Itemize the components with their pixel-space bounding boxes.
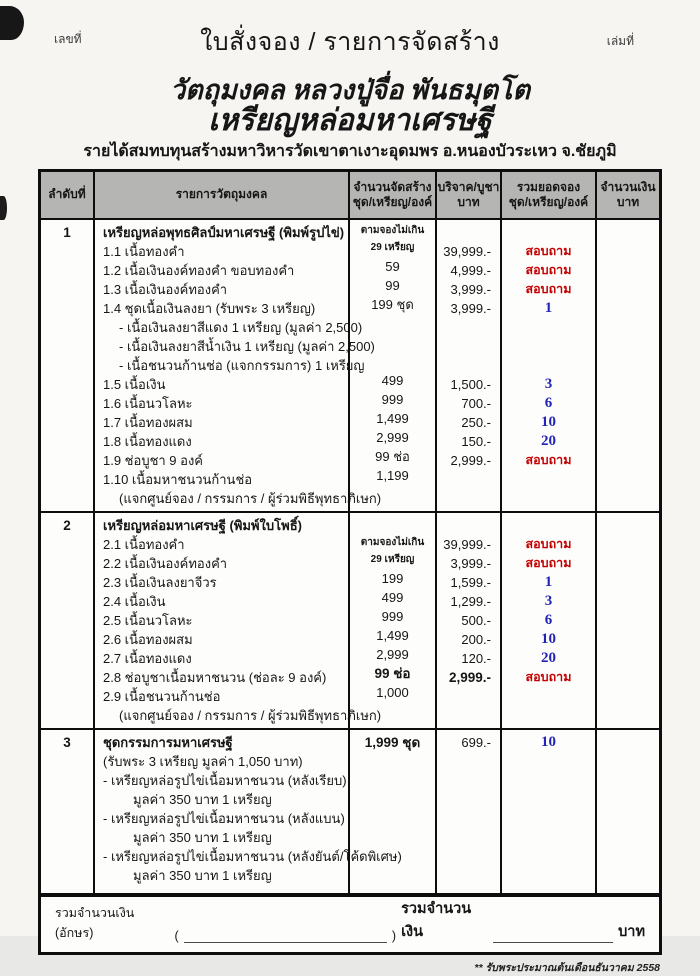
qty-value: 199 ชุด (371, 296, 414, 312)
reserved-value: 10 (541, 630, 556, 647)
item-line: ชุดกรรมการมหาเศรษฐี (103, 734, 233, 750)
price-value (437, 752, 500, 771)
qty-value: 99 (385, 277, 400, 293)
qty-value (350, 790, 435, 809)
price-value (437, 318, 500, 337)
paren-close: ) (391, 928, 397, 943)
spacer (41, 489, 93, 508)
item-line: มูลค่า 350 บาท 1 เหรียญ (133, 829, 272, 845)
qty-value (350, 847, 435, 866)
item-line: (รับพระ 3 เหรียญ มูลค่า 1,050 บาท) (103, 753, 303, 769)
item-line: 2.7 เนื้อทองแดง (103, 650, 192, 666)
spacer (41, 535, 93, 554)
total-amount-label: รวมจำนวนเงิน (401, 900, 472, 940)
qty-value (350, 828, 435, 847)
reserved-value: สอบถาม (525, 452, 572, 467)
item-line: 1.5 เนื้อเงิน (103, 376, 166, 392)
reserved-value (502, 866, 595, 885)
spacer (41, 242, 93, 261)
reserved-value: สอบถาม (525, 669, 572, 684)
price-value (437, 356, 500, 375)
spacer (41, 375, 93, 394)
price-value (437, 223, 500, 242)
section-col-5 (595, 730, 659, 893)
section-col-4 (500, 220, 595, 511)
reserved-value: 10 (541, 733, 556, 750)
book-number-label: เล่มที่ (606, 34, 634, 48)
reserved-value: 6 (544, 611, 553, 628)
spacer (41, 554, 93, 573)
qty-value (350, 516, 435, 535)
column-header-line: รวมยอดจอง (516, 179, 581, 194)
item-line: เหรียญหล่อพุทธศิลป์มหาเศรษฐี (พิมพ์รูปไข่) (103, 224, 345, 240)
column-header-4 (500, 172, 595, 218)
column-header-line: บาท (616, 194, 640, 209)
reserved-value (502, 470, 595, 489)
price-value: 700.- (461, 395, 491, 411)
qty-value: 99 ช่อ (375, 448, 410, 464)
section-col-3 (435, 513, 500, 728)
qty-value: 2,999 (376, 646, 409, 662)
column-header-0 (41, 172, 93, 218)
section-col-0 (41, 220, 93, 511)
qty-value: ตามจองไม่เกิน (360, 536, 425, 548)
reserved-value: สอบถาม (525, 243, 572, 258)
item-line: 2.5 เนื้อนวโลหะ (103, 612, 193, 628)
price-value: 1,500.- (450, 376, 491, 392)
page-title: ใบสั่งจอง / รายการจัดสร้าง (200, 28, 500, 56)
section-col-1 (93, 513, 382, 728)
section-number: 3 (63, 734, 71, 750)
section-col-3 (435, 220, 500, 511)
item-line: มูลค่า 350 บาท 1 เหรียญ (133, 791, 272, 807)
subtitle-coin-name: เหรียญหล่อมหาเศรษฐี (208, 103, 492, 137)
price-value (437, 771, 500, 790)
column-header-line: ชุด/เหรียญ/องค์ (352, 194, 433, 209)
reserved-value: 3 (544, 592, 553, 609)
item-line: 1.3 เนื้อเงินองค์ทองคำ (103, 281, 228, 297)
price-value: 1,599.- (450, 574, 491, 590)
total-words-label: รวมจำนวนเงิน (อักษร) (55, 905, 135, 940)
total-amount-blank[interactable] (493, 928, 613, 943)
section-col-4 (500, 513, 595, 728)
item-line: - เหรียญหล่อรูปไข่เนื้อมหาชนวน (หลังเรียบ) (103, 772, 347, 788)
scan-artifact (0, 196, 7, 220)
qty-value: 1,499 (376, 627, 409, 643)
spacer (41, 280, 93, 299)
price-value: 150.- (461, 433, 491, 449)
baht-label: บาท (618, 923, 645, 940)
section-col-0 (41, 730, 93, 893)
reserved-value (502, 489, 595, 508)
reserved-value (502, 847, 595, 866)
price-value (437, 847, 500, 866)
delivery-footnote: ** รับพระประมาณต้นเดือนธันวาคม 2558 (474, 961, 660, 974)
spacer (41, 318, 93, 337)
qty-value (350, 352, 435, 371)
item-line: (แจกศูนย์จอง / กรรมการ / ผู้ร่วมพิธีพุทธาภิเษก) (119, 490, 382, 506)
price-value: 699.- (461, 734, 491, 750)
spacer (41, 809, 93, 828)
item-line: 1.7 เนื้อทองผสม (103, 414, 193, 430)
qty-value: 1,199 (376, 467, 409, 483)
doc-number-label: เลขที่ (54, 32, 82, 46)
table-section-row (41, 730, 659, 895)
price-value (437, 866, 500, 885)
qty-value: 999 (381, 391, 404, 407)
qty-value: 29 เหรียญ (370, 553, 415, 565)
qty-value: 59 (385, 258, 400, 274)
form-header (0, 0, 700, 76)
qty-value: 99 ช่อ (374, 665, 411, 681)
section-col-5 (595, 513, 659, 728)
qty-value: 1,499 (376, 410, 409, 426)
spacer (41, 592, 93, 611)
column-header-line: ลำดับที่ (48, 187, 86, 202)
paren-open: ( (174, 928, 179, 943)
qty-value: 499 (381, 372, 404, 388)
price-value (437, 828, 500, 847)
item-line: 1.10 เนื้อมหาชนวนก้านช่อ (103, 471, 253, 487)
order-table (38, 169, 662, 955)
price-value: 250.- (461, 414, 491, 430)
spacer (41, 668, 93, 687)
section-col-3 (435, 730, 500, 893)
item-line: 1.8 เนื้อทองแดง (103, 433, 192, 449)
price-value (437, 790, 500, 809)
price-value: 4,999.- (450, 262, 491, 278)
item-line: - เหรียญหล่อรูปไข่เนื้อมหาชนวน (หลังยันต์/โค้ดพิเศษ) (103, 848, 402, 864)
item-line: 2.3 เนื้อเงินลงยาจีวร (103, 574, 217, 590)
price-value (437, 516, 500, 535)
price-value: 2,999.- (450, 452, 491, 468)
item-line: 1.4 ชุดเนื้อเงินลงยา (รับพระ 3 เหรียญ) (103, 300, 316, 316)
item-line: มูลค่า 350 บาท 1 เหรียญ (133, 867, 272, 883)
column-header-2 (348, 172, 435, 218)
spacer (41, 847, 93, 866)
price-value: 1,299.- (450, 593, 491, 609)
reserved-value (502, 752, 595, 771)
spacer (41, 299, 93, 318)
spacer (41, 451, 93, 470)
item-line: 2.8 ช่อบูชาเนื้อมหาชนวน (ช่อละ 9 องค์) (103, 669, 327, 685)
qty-value: 499 (381, 589, 404, 605)
price-value: 500.- (461, 612, 491, 628)
column-header-line: จำนวนเงิน (600, 179, 656, 194)
item-line: - เนื้อเงินลงยาสีแดง 1 เหรียญ (มูลค่า 2,500) (119, 319, 363, 335)
section-col-5 (595, 220, 659, 511)
price-value: 39,999.- (443, 536, 491, 552)
qty-value (350, 314, 435, 333)
price-value (437, 687, 500, 706)
column-header-1 (93, 172, 348, 218)
price-value: 3,999.- (450, 300, 491, 316)
column-header-line: ชุด/เหรียญ/องค์ (508, 194, 589, 209)
qty-value (350, 333, 435, 352)
item-line: - เหรียญหล่อรูปไข่เนื้อมหาชนวน (หลังแบน) (103, 810, 345, 826)
item-line: - เนื้อชนวนก้านช่อ (แจกกรรมการ) 1 เหรียญ (119, 357, 365, 373)
reserved-value (502, 771, 595, 790)
spacer (41, 611, 93, 630)
qty-value (350, 866, 435, 885)
reserved-value (502, 356, 595, 375)
reserved-value: สอบถาม (525, 555, 572, 570)
price-value: 200.- (461, 631, 491, 647)
spacer (41, 413, 93, 432)
section-col-2 (348, 513, 435, 728)
reserved-value (502, 687, 595, 706)
spacer (41, 394, 93, 413)
subtitle-monk-name: วัตถุมงคล หลวงปู่จื่อ พันธมุตโต (169, 75, 531, 105)
spacer (41, 432, 93, 451)
reserved-value: สอบถาม (525, 281, 572, 296)
qty-value: 29 เหรียญ (370, 241, 415, 253)
column-header-line: บริจาค/บูชา (437, 179, 500, 194)
qty-value (350, 771, 435, 790)
reserved-value (502, 318, 595, 337)
spacer (41, 771, 93, 790)
reserved-value: 1 (544, 299, 553, 316)
item-line: 2.4 เนื้อเงิน (103, 593, 166, 609)
reserved-value: 10 (541, 413, 556, 430)
price-value (437, 470, 500, 489)
price-value (437, 489, 500, 508)
column-header-line: จำนวนจัดสร้าง (353, 179, 432, 194)
section-col-0 (41, 513, 93, 728)
reserved-value (502, 809, 595, 828)
qty-value: 1,999 ชุด (364, 734, 421, 750)
price-value: 3,999.- (450, 281, 491, 297)
reserved-value: 6 (544, 394, 553, 411)
spacer (41, 470, 93, 489)
reserved-value: สอบถาม (525, 262, 572, 277)
item-line: 1.9 ช่อบูชา 9 องค์ (103, 452, 203, 468)
item-line: 2.6 เนื้อทองผสม (103, 631, 193, 647)
spacer (41, 337, 93, 356)
price-value: 3,999.- (450, 555, 491, 571)
qty-value: 999 (381, 608, 404, 624)
reserved-value: สอบถาม (525, 536, 572, 551)
subtitle-purpose: รายได้สมทบทุนสร้างมหาวิหารวัดเขาตาเงาะอุดมพร อ.หนองบัวระเหว จ.ชัยภูมิ (83, 142, 617, 160)
spacer (41, 828, 93, 847)
item-line: 2.9 เนื้อชนวนก้านช่อ (103, 688, 221, 704)
section-col-4 (500, 730, 595, 893)
reserved-value (502, 516, 595, 535)
item-line: 2.1 เนื้อทองคำ (103, 536, 185, 552)
qty-value (350, 485, 435, 504)
price-value (437, 337, 500, 356)
spacer (41, 630, 93, 649)
table-header-row (41, 172, 659, 220)
item-line: (แจกศูนย์จอง / กรรมการ / ผู้ร่วมพิธีพุทธาภิเษก) (119, 707, 382, 723)
spacer (41, 790, 93, 809)
column-header-line: บาท (457, 194, 480, 209)
reserved-value (502, 828, 595, 847)
table-section-row (41, 220, 659, 513)
total-words-blank[interactable] (184, 928, 387, 943)
reserved-value: 1 (544, 573, 553, 590)
spacer (41, 649, 93, 668)
reserved-value: 20 (541, 649, 556, 666)
reserved-value: 20 (541, 432, 556, 449)
qty-value: 199 (381, 570, 404, 586)
column-header-line: รายการวัตถุมงคล (175, 187, 268, 202)
spacer (41, 866, 93, 885)
item-line: - เนื้อเงินลงยาสีน้ำเงิน 1 เหรียญ (มูลค่า 2,500) (119, 338, 375, 354)
reserved-value (502, 706, 595, 725)
item-line: 1.6 เนื้อนวโลหะ (103, 395, 193, 411)
section-number: 2 (63, 517, 71, 533)
column-header-3 (435, 172, 500, 218)
item-line: 2.2 เนื้อเงินองค์ทองคำ (103, 555, 228, 571)
qty-value: ตามจองไม่เกิน (360, 224, 425, 236)
price-value (437, 706, 500, 725)
table-section-row (41, 513, 659, 730)
section-col-2 (348, 220, 435, 511)
reserved-value (502, 223, 595, 242)
total-row (41, 895, 659, 952)
reserved-value: 3 (544, 375, 553, 392)
qty-value: 2,999 (376, 429, 409, 445)
spacer (41, 752, 93, 771)
qty-value: 1,000 (376, 684, 409, 700)
price-value: 39,999.- (443, 243, 491, 259)
price-value (437, 809, 500, 828)
spacer (41, 261, 93, 280)
column-header-5 (595, 172, 659, 218)
reserved-value (502, 790, 595, 809)
section-col-1 (93, 220, 382, 511)
item-line: 1.2 เนื้อเงินองค์ทองคำ ขอบทองคำ (103, 262, 295, 278)
spacer (41, 356, 93, 375)
qty-value (350, 752, 435, 771)
price-value: 120.- (461, 650, 491, 666)
price-value: 2,999.- (448, 669, 491, 685)
spacer (41, 573, 93, 592)
spacer (41, 706, 93, 725)
item-line: เหรียญหล่อมหาเศรษฐี (พิมพ์ใบโพธิ์) (103, 517, 302, 533)
section-number: 1 (63, 224, 71, 240)
section-col-2 (348, 730, 435, 893)
qty-value (350, 809, 435, 828)
reserved-value (502, 337, 595, 356)
spacer (41, 687, 93, 706)
item-line: 1.1 เนื้อทองคำ (103, 243, 185, 259)
qty-value (350, 702, 435, 721)
